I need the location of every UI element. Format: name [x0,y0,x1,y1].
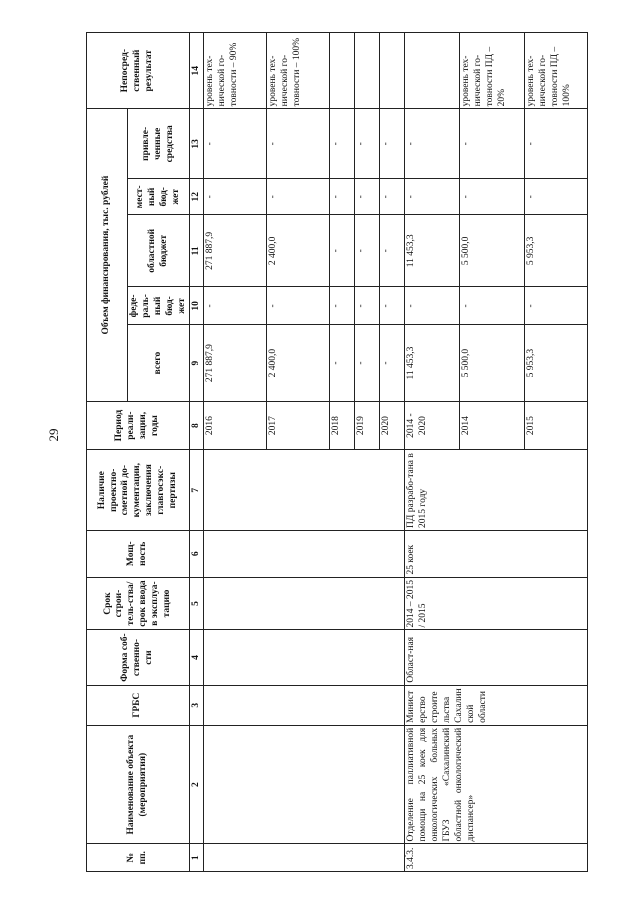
cell-total: - [355,325,380,401]
table-row-project-total [405,33,460,872]
column-number: 8 [190,401,204,450]
column-number: 3 [190,685,204,725]
cell-grbs-empty [204,685,405,725]
header-col-4: Форма соб-ственно-сти [87,630,190,685]
column-number: 1 [190,844,204,872]
cell-regional: 271 887,9 [204,215,267,287]
rotated-table-container [86,32,616,872]
cell-result [330,33,355,109]
cell-capacity-empty [204,530,405,577]
cell-result: уровень тех-нической го-товности – 100% [267,33,330,109]
cell-attracted: - [405,109,460,179]
cell-year: 2019 [355,401,380,450]
cell-federal: - [330,287,355,325]
cell-total: 2 400,0 [267,325,330,401]
cell-local: - [355,179,380,215]
column-number: 10 [190,287,204,325]
cell-year: 2017 [267,401,330,450]
header-col-12: мест-ный бюд-жет [128,179,190,215]
cell-project-grbs: Министерство строительства Сахалинской области [405,685,588,725]
cell-attracted: - [380,109,405,179]
cell-docs-empty [204,450,405,531]
column-number: 4 [190,630,204,685]
cell-attracted: - [267,109,330,179]
table-row-2016 [204,33,267,872]
cell-regional: - [380,215,405,287]
header-col-1: № пп. [87,844,190,872]
cell-year: 2014 - 2020 [405,401,460,450]
cell-number-empty [204,844,405,872]
header-col-10: феде-раль-ный бюд-жет [128,287,190,325]
column-numbers-row [190,33,204,872]
column-number: 6 [190,530,204,577]
cell-local: - [460,179,525,215]
cell-federal: - [380,287,405,325]
header-col-3: ГРБС [87,685,190,725]
cell-project-name: Отделение паллиативной помощи на 25 коек для онкологических больных ГБУЗ «Сахалинский областной онкологический диспансер» [405,725,588,844]
header-col-8: Период реали-зации, годы [87,401,190,450]
cell-project-number: 3.4.3. [405,844,588,872]
cell-ownership-empty [204,630,405,685]
cell-local: - [267,179,330,215]
cell-federal: - [267,287,330,325]
cell-result: уровень тех-нической го-товности ПД –20% [460,33,525,109]
cell-attracted: - [330,109,355,179]
cell-local: - [204,179,267,215]
column-number: 9 [190,325,204,401]
cell-federal: - [525,287,588,325]
header-col-7: Наличие проектно-сметной до-кументации, заключения главгосэкс-пертизы [87,450,190,531]
header-col-5: Срок строи-тель-ства/срок ввода в эксплуа-тацию [87,577,190,630]
financing-table-page [86,32,616,872]
header-col-2: Наименование объекта (мероприятия) [87,725,190,844]
cell-project-docs: ПД разрабо-тана в 2015 году [405,450,588,531]
column-number: 13 [190,109,204,179]
column-number: 12 [190,179,204,215]
column-number: 11 [190,215,204,287]
cell-name-empty [204,725,405,844]
cell-total: 11 453,3 [405,325,460,401]
cell-regional: 11 453,3 [405,215,460,287]
cell-total: - [330,325,355,401]
cell-project-term: 2014 – 2015 / 2015 [405,577,588,630]
cell-federal: - [204,287,267,325]
header-col-11: областной бюджет [128,215,190,287]
cell-local: - [380,179,405,215]
cell-year: 2018 [330,401,355,450]
cell-term-empty [204,577,405,630]
cell-total: 5 953,3 [525,325,588,401]
cell-year: 2014 [460,401,525,450]
header-col-9: всего [128,325,190,401]
cell-attracted: - [355,109,380,179]
cell-attracted: - [460,109,525,179]
cell-total: - [380,325,405,401]
cell-local: - [330,179,355,215]
header-col-13: привле-ченные средства [128,109,190,179]
cell-result: уровень тех-нической го-товности ПД – 100% [525,33,588,109]
cell-regional: 5 953,3 [525,215,588,287]
cell-year: 2015 [525,401,588,450]
cell-total: 5 500,0 [460,325,525,401]
column-number: 14 [190,33,204,109]
cell-result: уровень тех-нической го-товности – 90% [204,33,267,109]
column-number: 5 [190,577,204,630]
cell-local: - [525,179,588,215]
cell-federal: - [460,287,525,325]
page-number: 29 [46,428,61,442]
cell-regional: 2 400,0 [267,215,330,287]
cell-regional: - [355,215,380,287]
cell-year: 2016 [204,401,267,450]
cell-project-ownership: Област-ная [405,630,588,685]
cell-local: - [405,179,460,215]
column-number: 7 [190,450,204,531]
cell-result [405,33,460,109]
header-col-6: Мощ-ность [87,530,190,577]
header-col-14: Непосред-ственный результат [87,33,190,109]
cell-regional: 5 500,0 [460,215,525,287]
cell-result [380,33,405,109]
cell-federal: - [405,287,460,325]
header-financing-group: Объем финансирования, тыс. рублей [87,109,128,401]
cell-attracted: - [204,109,267,179]
cell-total: 271 887,9 [204,325,267,401]
cell-attracted: - [525,109,588,179]
cell-regional: - [330,215,355,287]
cell-result [355,33,380,109]
cell-federal: - [355,287,380,325]
cell-year: 2020 [380,401,405,450]
cell-project-capacity: 25 коек [405,530,588,577]
column-number: 2 [190,725,204,844]
financing-table [86,32,588,872]
header-row-1 [87,33,128,872]
